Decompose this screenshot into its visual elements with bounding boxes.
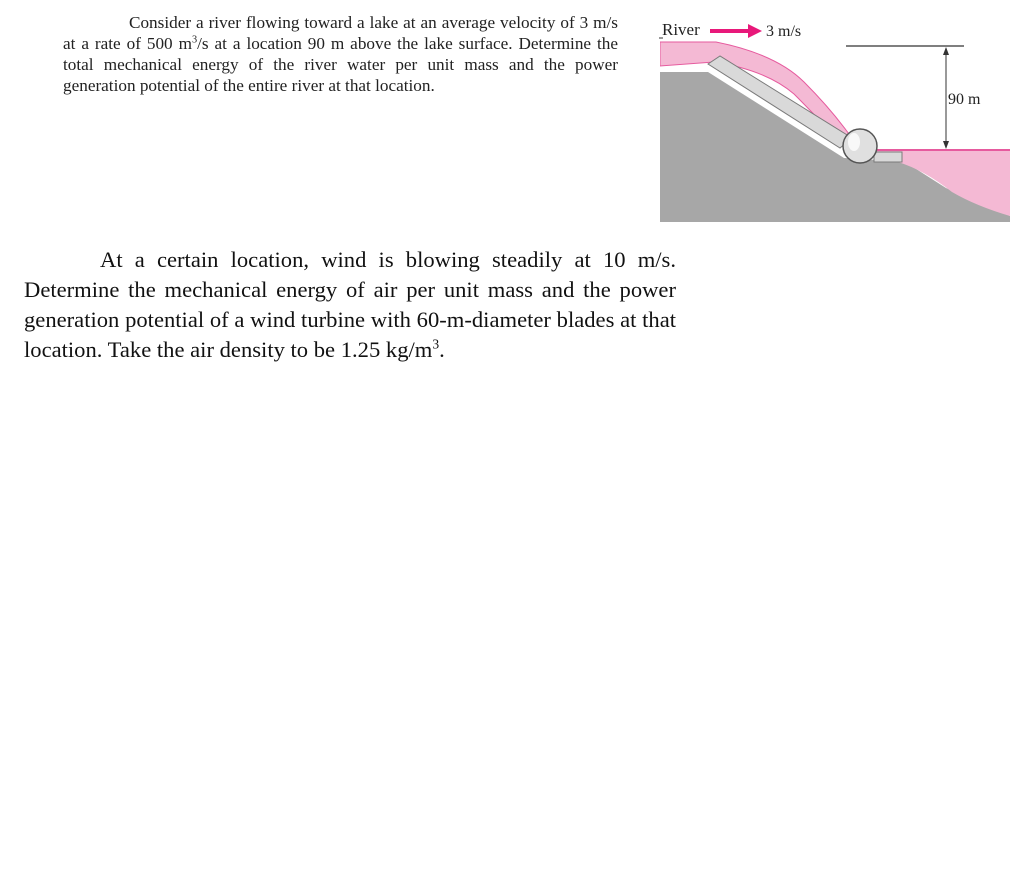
height-arrow-bottom-icon <box>943 141 949 149</box>
river-problem-text-part1: Consider a river flowing toward a lake at an average velocity of 3 m/s at a rate of 500 m <box>63 13 618 53</box>
river-problem-superscript: 3 <box>191 34 198 46</box>
wind-problem-superscript: 3 <box>432 336 440 352</box>
figure-left-edge <box>656 34 660 174</box>
wind-problem-text-part1: At a certain location, wind is blowing steadily at 10 m/s. Determine the mechanical energy of air per unit mass and the power generation potential of a wind turbine with 60-m-diameter blades at that location. Take the air density to be 1.25 kg/m <box>24 247 676 362</box>
velocity-label: 3 m/s <box>766 23 802 40</box>
turbine-icon <box>843 129 877 163</box>
river-lake-figure <box>656 10 1014 222</box>
river-problem-text <box>63 12 618 96</box>
river-problem-text-part2: /s at a location 90 m above the lake surface. Determine the total mechanical energy of the river water per unit mass and the power generation potential of the entire river at that location. <box>63 34 618 95</box>
wind-problem-text-part2: . <box>439 337 445 362</box>
river-label: River <box>662 20 700 39</box>
turbine-outlet <box>874 152 902 162</box>
turbine-highlight <box>848 133 860 151</box>
height-arrow-top-icon <box>943 47 949 55</box>
wind-problem-text <box>24 245 676 365</box>
velocity-arrow-icon <box>748 24 762 38</box>
river-lake-diagram <box>656 10 1014 222</box>
height-label: 90 m <box>948 91 981 108</box>
